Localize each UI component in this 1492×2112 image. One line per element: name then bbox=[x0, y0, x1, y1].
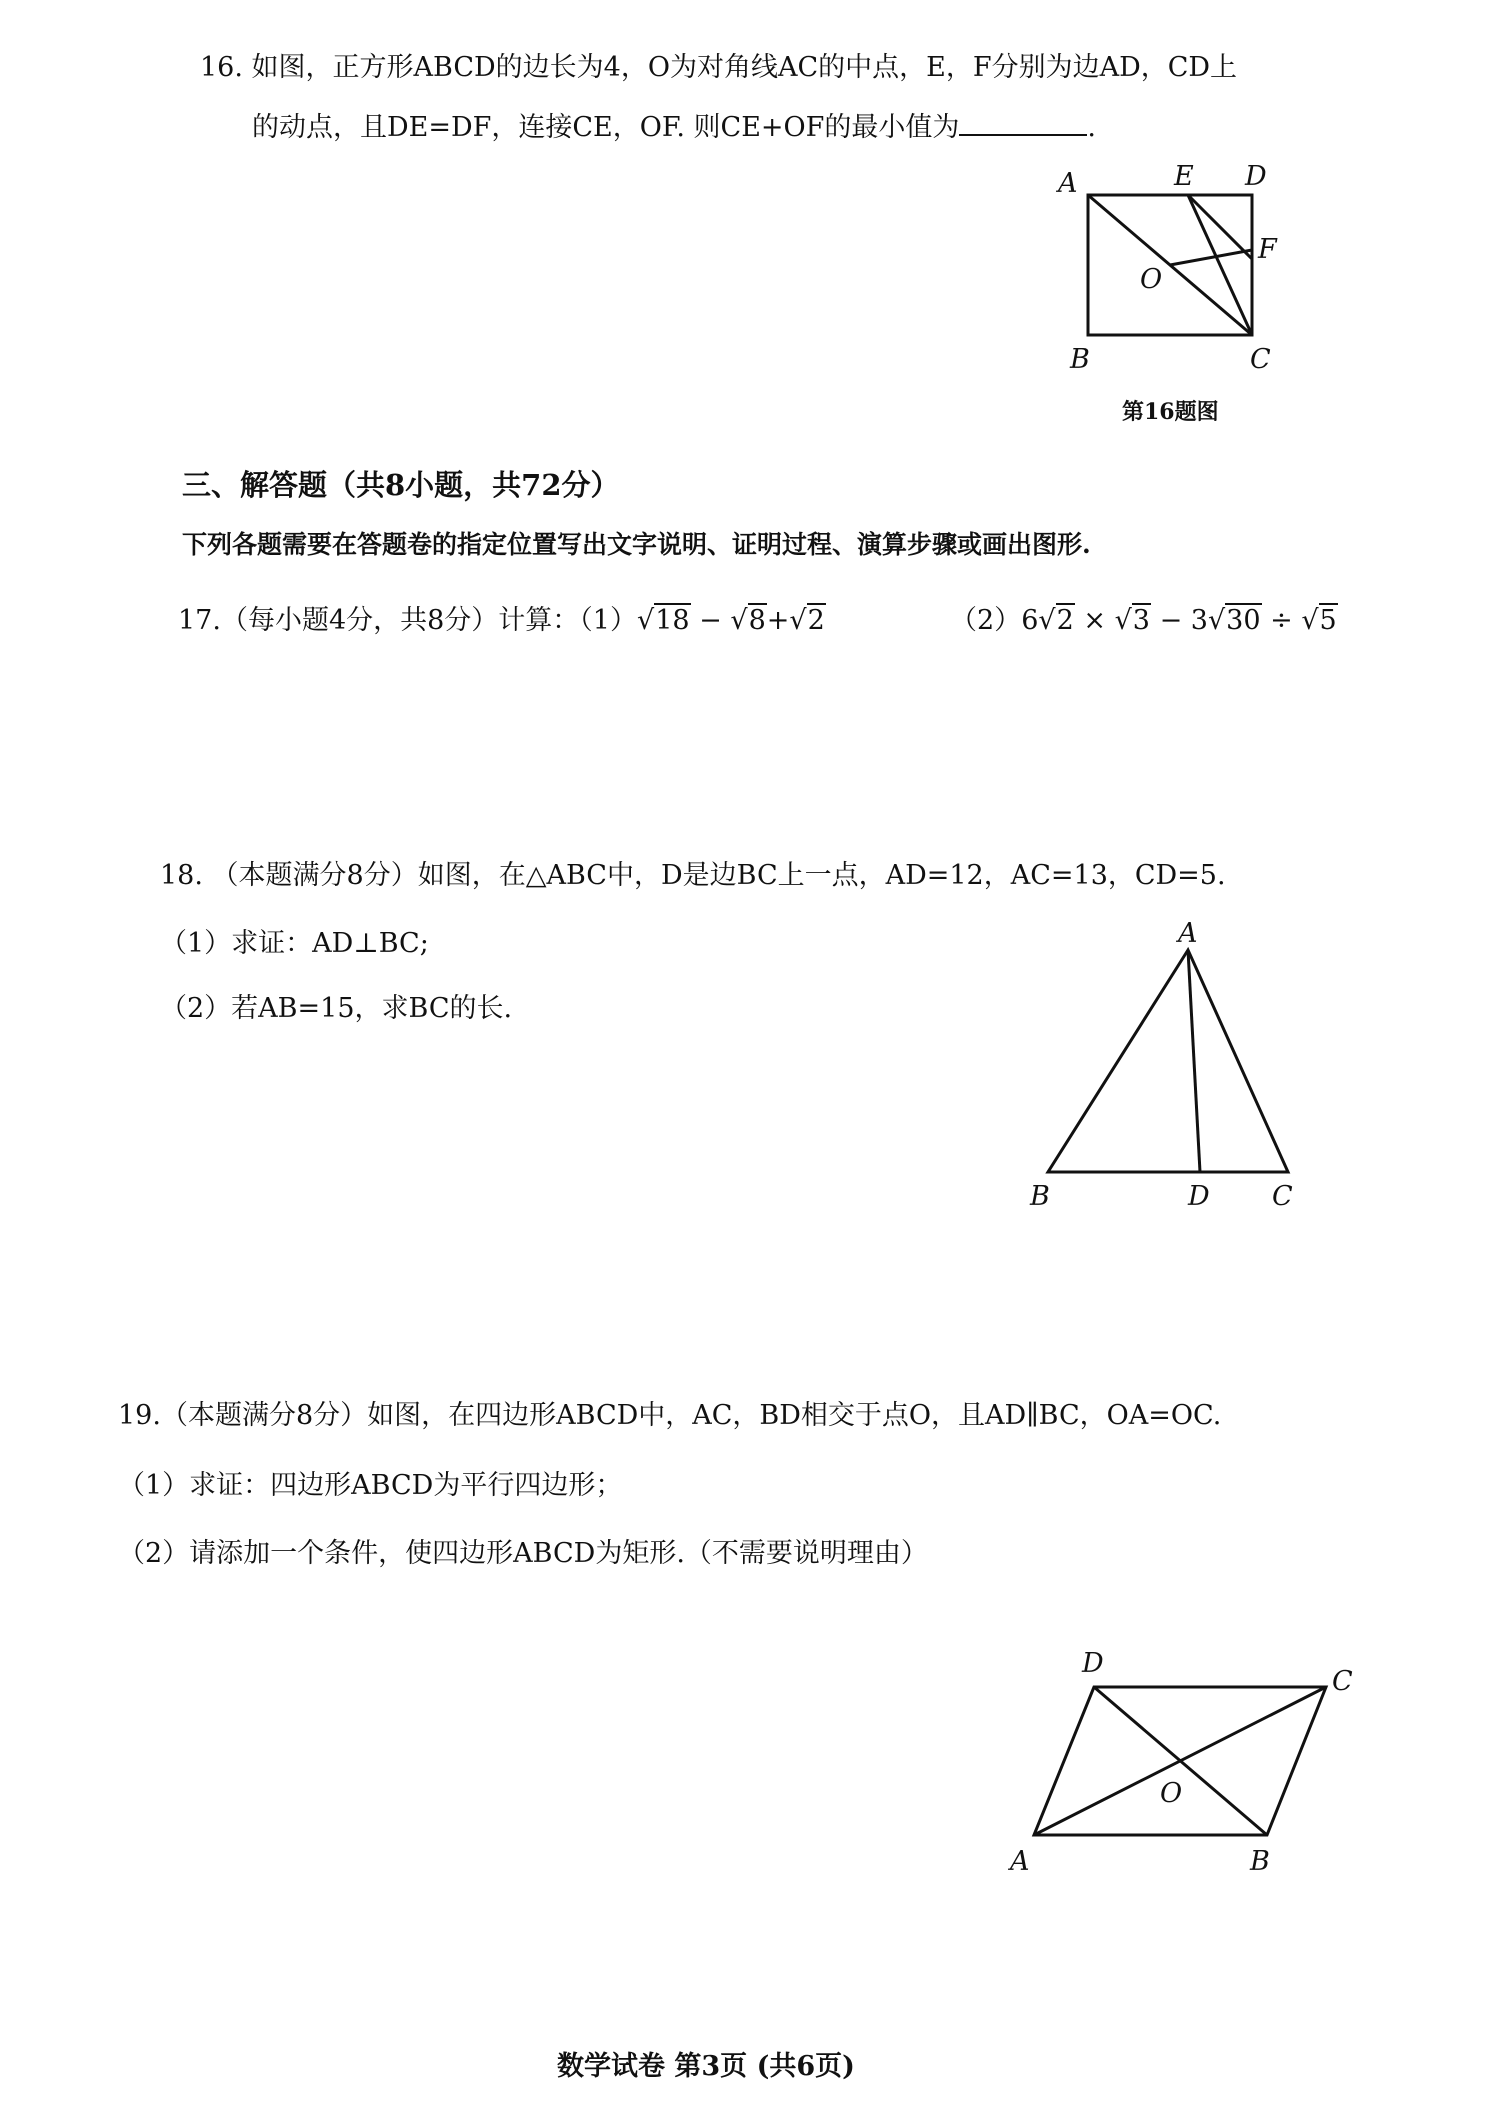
label-b: B bbox=[1250, 1846, 1270, 1877]
q16-caption: 第16题图 bbox=[1122, 399, 1219, 425]
label-o: O bbox=[1140, 264, 1163, 295]
altitude-ad bbox=[1188, 950, 1200, 1172]
sqrt-30: √30 bbox=[1207, 605, 1261, 636]
q17-part2-label: （2） bbox=[950, 605, 1022, 636]
q17-prefix: 17.（每小题4分，共8分）计算：（1） bbox=[178, 605, 637, 636]
sqrt-3: √3 bbox=[1114, 605, 1150, 636]
diagonal-bd bbox=[1094, 1687, 1267, 1835]
q18-figure bbox=[1010, 910, 1330, 1220]
page-footer: 数学试卷 第3页 (共6页) bbox=[557, 2051, 855, 2082]
q17-coef-6: 6 bbox=[1021, 605, 1039, 636]
label-o: O bbox=[1160, 1778, 1183, 1809]
q16-line2-end: . bbox=[1087, 112, 1097, 143]
label-f: F bbox=[1258, 234, 1277, 265]
q17-op2: + bbox=[766, 605, 790, 636]
q17-div: ÷ bbox=[1261, 605, 1302, 636]
label-a: A bbox=[1178, 918, 1198, 949]
segment-ce bbox=[1188, 195, 1252, 335]
segment-of bbox=[1170, 250, 1252, 265]
q16-line1: 16. 如图，正方形ABCD的边长为4，O为对角线AC的中点，E，F分别为边AD，CD上 bbox=[200, 52, 1238, 83]
segment-ef bbox=[1188, 195, 1252, 259]
q19-line1: 19.（本题满分8分）如图，在四边形ABCD中，AC，BD相交于点O，且AD∥BC，OA=OC. bbox=[118, 1400, 1222, 1431]
q19-figure bbox=[1000, 1640, 1380, 1880]
q16-line2 bbox=[252, 112, 1096, 144]
sqrt-2b: √2 bbox=[1038, 605, 1074, 636]
label-c: C bbox=[1250, 344, 1271, 375]
label-d: D bbox=[1082, 1648, 1104, 1679]
sqrt-18: √18 bbox=[636, 605, 690, 636]
q16-line2-text: 的动点，且DE=DF，连接CE，OF. 则CE+OF的最小值为 bbox=[252, 112, 960, 143]
label-c: C bbox=[1272, 1181, 1293, 1212]
label-e: E bbox=[1174, 161, 1194, 192]
triangle-abc bbox=[1048, 950, 1288, 1172]
q17-minus3: − 3 bbox=[1150, 605, 1208, 636]
section3-title: 三、解答题（共8小题，共72分） bbox=[182, 468, 620, 502]
label-d: D bbox=[1188, 1181, 1210, 1212]
label-d: D bbox=[1245, 161, 1267, 192]
q17-line bbox=[178, 605, 826, 637]
answer-blank bbox=[959, 112, 1087, 136]
label-b: B bbox=[1030, 1181, 1050, 1212]
label-b: B bbox=[1070, 344, 1090, 375]
q19-part2: （2）请添加一个条件，使四边形ABCD为矩形.（不需要说明理由） bbox=[118, 1538, 928, 1569]
sqrt-2: √2 bbox=[789, 605, 825, 636]
q16-figure bbox=[1040, 155, 1300, 385]
sqrt-8: √8 bbox=[730, 605, 766, 636]
section3-instruction: 下列各题需要在答题卷的指定位置写出文字说明、证明过程、演算步骤或画出图形. bbox=[182, 530, 1091, 559]
q18-line1: 18. （本题满分8分）如图，在△ABC中，D是边BC上一点，AD=12，AC=13，CD=5. bbox=[160, 860, 1226, 891]
label-a: A bbox=[1058, 168, 1078, 199]
q18-part2: （2）若AB=15，求BC的长. bbox=[160, 993, 513, 1024]
label-c: C bbox=[1332, 1666, 1353, 1697]
label-a: A bbox=[1010, 1846, 1030, 1877]
q19-part1: （1）求证：四边形ABCD为平行四边形； bbox=[118, 1470, 623, 1501]
sqrt-5: √5 bbox=[1301, 605, 1337, 636]
q17-op1: − bbox=[690, 605, 731, 636]
q17-part2 bbox=[950, 605, 1338, 637]
q18-part1: （1）求证：AD⊥BC; bbox=[160, 928, 429, 959]
q17-times: × bbox=[1074, 605, 1115, 636]
